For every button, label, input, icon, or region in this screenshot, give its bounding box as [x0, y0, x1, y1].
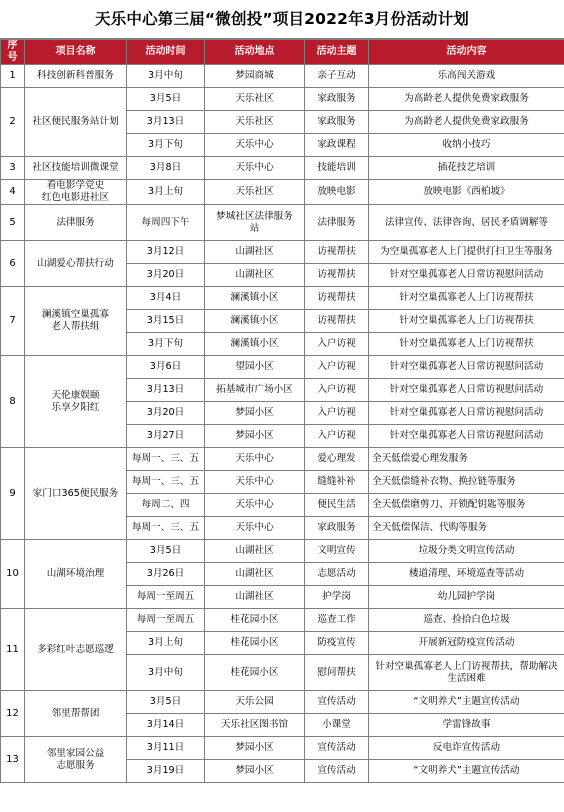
activity-place-cell: 山湖社区 [205, 264, 305, 287]
activity-content-cell: 垃圾分类文明宣传活动 [369, 540, 564, 563]
activity-theme-cell: 防疫宣传 [305, 632, 369, 655]
activity-content-cell: 巡查、捡拾白色垃圾 [369, 609, 564, 632]
activity-content-cell: 乐高闯关游戏 [369, 65, 564, 88]
activity-place-cell: 天乐社区 [205, 111, 305, 134]
activity-place-cell: 澜溪镇小区 [205, 333, 305, 356]
project-name-cell: 山湖爱心帮扶行动 [25, 241, 127, 287]
activity-theme-cell: 便民生活 [305, 494, 369, 517]
activity-time-cell: 每周二、四 [127, 494, 205, 517]
header-row [1, 40, 564, 65]
activity-theme-cell: 入户访视 [305, 402, 369, 425]
row-number-cell: 1 [1, 65, 25, 88]
activity-theme-cell: 法律服务 [305, 205, 369, 241]
project-name-cell: 家门口365便民服务 [25, 448, 127, 540]
activity-place-cell: 天乐中心 [205, 157, 305, 180]
row-number-cell: 5 [1, 205, 25, 241]
header-cell-place: 活动地点 [205, 40, 305, 65]
activity-place-cell: 梦园小区 [205, 402, 305, 425]
activity-theme-cell: 访视帮扶 [305, 264, 369, 287]
activity-content-cell: 针对空巢孤寡老人上门访视帮扶 [369, 287, 564, 310]
activity-theme-cell: 家政服务 [305, 517, 369, 540]
activity-content-cell: 针对空巢孤寡老人上门访视帮扶 [369, 310, 564, 333]
activity-time-cell: 3月4日 [127, 287, 205, 310]
project-name-cell: 社区技能培训微课堂 [25, 157, 127, 180]
activity-place-cell: 天乐中心 [205, 471, 305, 494]
activity-place-cell: 梦园小区 [205, 737, 305, 760]
activity-content-cell: 全天低偿缝补衣物、换拉链等服务 [369, 471, 564, 494]
activity-content-cell: 针对空巢孤寡老人上门访视帮扶 [369, 333, 564, 356]
project-name-cell: 科技创新科普服务 [25, 65, 127, 88]
activity-content-cell: 楼道清理、环境巡查等活动 [369, 563, 564, 586]
header-cell-content: 活动内容 [369, 40, 564, 65]
activity-time-cell: 3月6日 [127, 356, 205, 379]
row-number-cell: 3 [1, 157, 25, 180]
activity-theme-cell: 宣传活动 [305, 691, 369, 714]
table-row [1, 205, 564, 241]
activity-place-cell: 桂花园小区 [205, 655, 305, 691]
activity-place-cell: 天乐社区 [205, 180, 305, 205]
project-name-cell: 社区便民服务站计划 [25, 88, 127, 157]
activity-content-cell: 插花技艺培训 [369, 157, 564, 180]
activity-content-cell: 收纳小技巧 [369, 134, 564, 157]
activity-content-cell: 为空巢孤寡老人上门提供打扫卫生等服务 [369, 241, 564, 264]
row-number-cell: 8 [1, 356, 25, 448]
activity-theme-cell: 访视帮扶 [305, 287, 369, 310]
table-row [1, 737, 564, 760]
activity-time-cell: 每周一、三、五 [127, 471, 205, 494]
project-name-cell: 法律服务 [25, 205, 127, 241]
table-row [1, 609, 564, 632]
activity-content-cell: 法律宣传、法律咨询、居民矛盾调解等 [369, 205, 564, 241]
activity-theme-cell: 家政服务 [305, 88, 369, 111]
activity-place-cell: 望园小区 [205, 356, 305, 379]
activity-place-cell: 山湖社区 [205, 586, 305, 609]
activity-content-cell: 学雷锋故事 [369, 714, 564, 737]
table-body [1, 65, 564, 783]
activity-time-cell: 3月20日 [127, 402, 205, 425]
table-row [1, 691, 564, 714]
activity-theme-cell: 慰问帮扶 [305, 655, 369, 691]
activity-time-cell: 每周一至周五 [127, 609, 205, 632]
sheet-title: 天乐中心第三届“微创投”项目2022年3月份活动计划 [0, 0, 564, 39]
activity-place-cell: 桂花园小区 [205, 609, 305, 632]
activity-place-cell: 山湖社区 [205, 241, 305, 264]
project-name-cell: 山湖环境治理 [25, 540, 127, 609]
activity-place-cell: 桂花园小区 [205, 632, 305, 655]
activity-theme-cell: 家政服务 [305, 111, 369, 134]
activity-time-cell: 3月中旬 [127, 65, 205, 88]
row-number-cell: 4 [1, 180, 25, 205]
activity-theme-cell: 访视帮扶 [305, 310, 369, 333]
activity-theme-cell: 宣传活动 [305, 737, 369, 760]
activity-place-cell: 梦园小区 [205, 760, 305, 783]
activity-content-cell: 为高龄老人提供免费家政服务 [369, 111, 564, 134]
project-name-cell: 多彩红叶志愿巡逻 [25, 609, 127, 691]
row-number-cell: 12 [1, 691, 25, 737]
activity-content-cell: 幼儿园护学岗 [369, 586, 564, 609]
activity-content-cell: 针对空巢孤寡老人上门访视帮扶，帮助解决生活困难 [369, 655, 564, 691]
activity-time-cell: 3月中旬 [127, 655, 205, 691]
activity-place-cell: 梦城社区法律服务 站 [205, 205, 305, 241]
activity-place-cell: 天乐公园 [205, 691, 305, 714]
activity-content-cell: “文明养犬”主题宣传活动 [369, 691, 564, 714]
activity-theme-cell: 宣传活动 [305, 760, 369, 783]
activity-time-cell: 每周四下午 [127, 205, 205, 241]
row-number-cell: 10 [1, 540, 25, 609]
table-row [1, 65, 564, 88]
activity-theme-cell: 亲子互动 [305, 65, 369, 88]
row-number-cell: 9 [1, 448, 25, 540]
row-number-cell: 2 [1, 88, 25, 157]
activity-place-cell: 天乐中心 [205, 494, 305, 517]
project-name-cell: 看电影学党史 红色电影进社区 [25, 180, 127, 205]
activity-content-cell: 开展新冠防疫宣传活动 [369, 632, 564, 655]
table-row [1, 356, 564, 379]
activity-place-cell: 山湖社区 [205, 563, 305, 586]
table-row [1, 287, 564, 310]
activity-time-cell: 3月11日 [127, 737, 205, 760]
activity-content-cell: 放映电影《西柏坡》 [369, 180, 564, 205]
activity-time-cell: 3月13日 [127, 111, 205, 134]
header-cell-theme: 活动主题 [305, 40, 369, 65]
project-name-cell: 邻里家园公益 志愿服务 [25, 737, 127, 783]
row-number-cell: 11 [1, 609, 25, 691]
activity-time-cell: 3月14日 [127, 714, 205, 737]
header-cell-no: 序号 [1, 40, 25, 65]
activity-time-cell: 3月5日 [127, 540, 205, 563]
activity-content-cell: 反电诈宣传活动 [369, 737, 564, 760]
activity-table [0, 39, 564, 783]
activity-content-cell: 全天低偿保洁、代购等服务 [369, 517, 564, 540]
activity-theme-cell: 文明宣传 [305, 540, 369, 563]
activity-time-cell: 3月上旬 [127, 180, 205, 205]
activity-time-cell: 3月13日 [127, 379, 205, 402]
activity-place-cell: 天乐社区 [205, 88, 305, 111]
activity-place-cell: 天乐中心 [205, 517, 305, 540]
activity-theme-cell: 爱心理发 [305, 448, 369, 471]
activity-content-cell: 为高龄老人提供免费家政服务 [369, 88, 564, 111]
activity-time-cell: 3月26日 [127, 563, 205, 586]
activity-time-cell: 3月15日 [127, 310, 205, 333]
activity-theme-cell: 入户访视 [305, 333, 369, 356]
activity-place-cell: 澜溪镇小区 [205, 287, 305, 310]
activity-place-cell: 天乐社区图书馆 [205, 714, 305, 737]
activity-theme-cell: 家政课程 [305, 134, 369, 157]
activity-place-cell: 梦园小区 [205, 425, 305, 448]
activity-time-cell: 3月27日 [127, 425, 205, 448]
activity-time-cell: 3月20日 [127, 264, 205, 287]
activity-time-cell: 3月8日 [127, 157, 205, 180]
activity-content-cell: 针对空巢孤寡老人日常访视慰问活动 [369, 425, 564, 448]
project-name-cell: 天伦康娱颐 乐享夕阳红 [25, 356, 127, 448]
activity-place-cell: 梦园商城 [205, 65, 305, 88]
activity-content-cell: 全天低偿磨剪刀、开锁配钥匙等服务 [369, 494, 564, 517]
activity-content-cell: 针对空巢孤寡老人日常访视慰问活动 [369, 379, 564, 402]
activity-theme-cell: 入户访视 [305, 379, 369, 402]
activity-place-cell: 天乐中心 [205, 448, 305, 471]
activity-theme-cell: 访视帮扶 [305, 241, 369, 264]
table-row [1, 180, 564, 205]
header-cell-time: 活动时间 [127, 40, 205, 65]
table-row [1, 448, 564, 471]
activity-place-cell: 天乐中心 [205, 134, 305, 157]
row-number-cell: 6 [1, 241, 25, 287]
activity-content-cell: 全天低偿爱心理发服务 [369, 448, 564, 471]
table-row [1, 88, 564, 111]
project-name-cell: 邻里帮帮团 [25, 691, 127, 737]
activity-time-cell: 3月下旬 [127, 333, 205, 356]
activity-theme-cell: 缝缝补补 [305, 471, 369, 494]
activity-time-cell: 每周一至周五 [127, 586, 205, 609]
project-name-cell: 澜溪镇空巢孤寡 老人帮扶组 [25, 287, 127, 356]
activity-time-cell: 3月5日 [127, 691, 205, 714]
activity-content-cell: 针对空巢孤寡老人日常访视慰问活动 [369, 402, 564, 425]
activity-time-cell: 每周一、三、五 [127, 517, 205, 540]
activity-time-cell: 3月下旬 [127, 134, 205, 157]
activity-theme-cell: 志愿活动 [305, 563, 369, 586]
activity-theme-cell: 小课堂 [305, 714, 369, 737]
activity-theme-cell: 巡查工作 [305, 609, 369, 632]
activity-time-cell: 每周一、三、五 [127, 448, 205, 471]
activity-theme-cell: 入户访视 [305, 356, 369, 379]
activity-theme-cell: 放映电影 [305, 180, 369, 205]
table-row [1, 540, 564, 563]
activity-time-cell: 3月19日 [127, 760, 205, 783]
activity-time-cell: 3月5日 [127, 88, 205, 111]
header-cell-name: 项目名称 [25, 40, 127, 65]
activity-theme-cell: 入户访视 [305, 425, 369, 448]
row-number-cell: 7 [1, 287, 25, 356]
activity-place-cell: 澜溪镇小区 [205, 310, 305, 333]
activity-content-cell: 针对空巢孤寡老人日常访视慰问活动 [369, 356, 564, 379]
activity-content-cell: “文明养犬”主题宣传活动 [369, 760, 564, 783]
activity-content-cell: 针对空巢孤寡老人日常访视慰问活动 [369, 264, 564, 287]
activity-place-cell: 拓基城市广场小区 [205, 379, 305, 402]
activity-place-cell: 山湖社区 [205, 540, 305, 563]
activity-theme-cell: 技能培训 [305, 157, 369, 180]
table-row [1, 157, 564, 180]
table-row [1, 241, 564, 264]
activity-time-cell: 3月上旬 [127, 632, 205, 655]
row-number-cell: 13 [1, 737, 25, 783]
activity-theme-cell: 护学岗 [305, 586, 369, 609]
activity-time-cell: 3月12日 [127, 241, 205, 264]
